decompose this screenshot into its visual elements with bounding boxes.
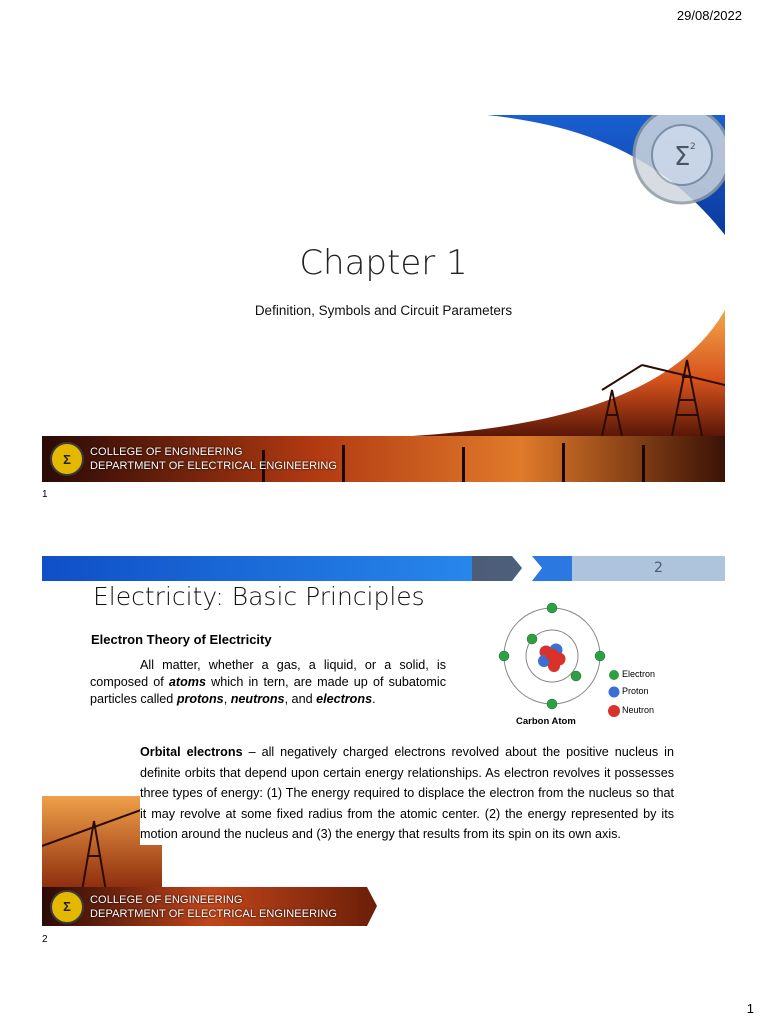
slide-1-number: 1: [42, 489, 48, 500]
footer-department: DEPARTMENT OF ELECTRICAL ENGINEERING: [90, 907, 338, 920]
slide-2-title: Electricity: Basic Principles: [93, 582, 425, 611]
slide-1-subtitle: Definition, Symbols and Circuit Parameters: [254, 303, 513, 318]
orbital-electrons-paragraph: Orbital electrons – all negatively charged electrons revolved about the positive nucleus in definite orbits that depend upon certain energy relationships. As electron revolves it possesses three types of energy: (1) The energy required to displace the electron from the nucleus so that it may revolve at some fixed radius from the atomic center. (2) the energy represented by its motion around the nucleus and (3) the energy that results from its spin on its own axis.: [140, 742, 674, 845]
svg-text:Σ: Σ: [674, 142, 691, 172]
slide-2-background: [42, 556, 725, 926]
slide-1-footer: [42, 436, 337, 482]
top-banner: [42, 556, 522, 581]
atom-caption: Carbon Atom: [516, 716, 576, 727]
footer-text: [90, 893, 337, 921]
slide-2-footer: [42, 887, 337, 926]
svg-text:2: 2: [690, 142, 696, 152]
slide-1: [42, 115, 725, 482]
college-logo-icon: Σ: [50, 890, 84, 924]
legend-electron: Electron: [622, 669, 656, 679]
legend-neutron: Neutron: [622, 705, 655, 715]
footer-college: COLLEGE OF ENGINEERING: [90, 893, 243, 906]
section-heading: Electron Theory of Electricity: [91, 632, 272, 647]
department-seal: [634, 115, 725, 203]
college-logo-icon: Σ: [50, 442, 84, 476]
electron-theory-paragraph: All matter, whether a gas, a liquid, or a solid, is composed of atoms which in tern, are made up of subatomic particles called protons, neutrons, and electrons.: [90, 658, 446, 706]
legend-proton: Proton: [622, 686, 649, 696]
svg-text:2: 2: [654, 560, 663, 576]
slide-1-title: Chapter 1: [299, 243, 468, 283]
slide-2: [42, 556, 725, 926]
print-date: 29/08/2022: [676, 8, 742, 23]
page-number: 1: [746, 1001, 754, 1016]
footer-college: COLLEGE OF ENGINEERING: [90, 446, 243, 458]
footer-text: [90, 445, 337, 473]
slide-2-number: 2: [42, 934, 48, 945]
carbon-atom-diagram: [499, 603, 605, 709]
slide-1-background: [42, 115, 725, 482]
footer-department: DEPARTMENT OF ELECTRICAL ENGINEERING: [90, 460, 338, 472]
